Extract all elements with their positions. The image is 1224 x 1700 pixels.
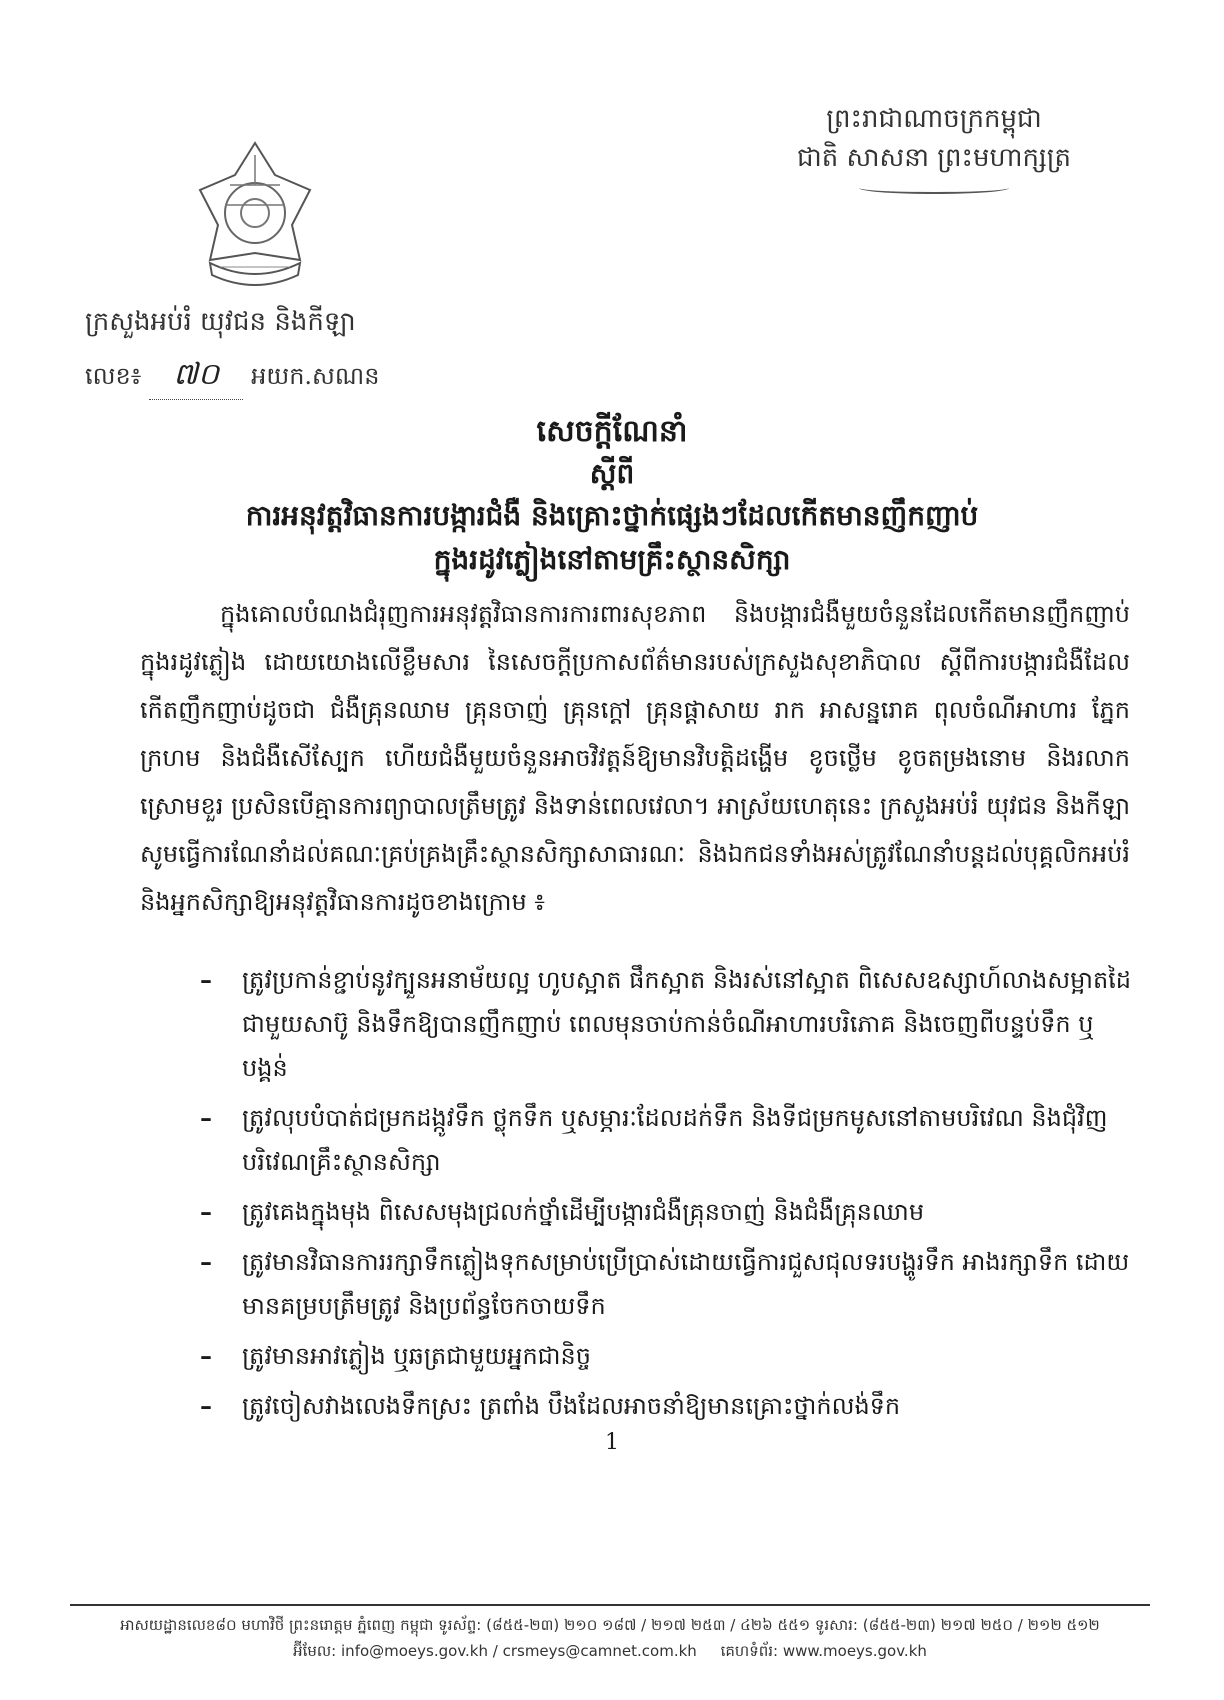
footer-divider [70, 1604, 1150, 1606]
list-item: – ត្រូវគេងក្នុងមុង ពិសេសមុងជ្រលក់ថ្នាំដើម្បីបង្ការជំងឺគ្រុនចាញ់ និងជំងឺគ្រុនឈាម [200, 1190, 1135, 1234]
title-line-2: ស្តីពី [589, 457, 635, 490]
instruction-list [200, 958, 1135, 1434]
ministry-emblem-icon [180, 135, 330, 295]
dash-icon: – [200, 1197, 212, 1226]
list-item: – ត្រូវមានវិធានការរក្សាទឹកភ្លៀងទុកសម្រាប់ប្រើប្រាស់ដោយធ្វើការជួសជុលទរបង្ហូរទឹក អាងរក្សាទឹក ដោយមានគម្របត្រឹមត្រូវ និងប្រព័ន្ធចែកចាយទឹក [200, 1240, 1135, 1328]
title-line-1: សេចក្តីណែនាំ [536, 414, 688, 449]
kingdom-line-2: ជាតិ សាសនា ព្រះមហាក្សត្រ [797, 143, 1071, 173]
number-value: ៧០ [149, 355, 243, 400]
dash-icon: – [200, 1341, 212, 1370]
dash-icon: – [200, 1247, 212, 1276]
web-label: គេហទំព័រ: [720, 1642, 779, 1660]
list-item: – ត្រូវមានអាវភ្លៀង ឬឆត្រជាមួយអ្នកជានិច្ច [200, 1334, 1135, 1378]
ministry-name: ក្រសួងអប់រំ យុវជន និងកីឡា [85, 307, 356, 337]
dash-icon: – [200, 1103, 212, 1132]
list-item: – ត្រូវប្រកាន់ខ្ជាប់នូវក្បួនអនាម័យល្អ ហូបស្អាត ផឹកស្អាត និងរស់នៅស្អាត ពិសេសឧស្សាហ៍លាងសម្អាតដៃជាមួយសាប៊ូ និងទឹកឱ្យបានញឹកញាប់ ពេលមុនចាប់កាន់ចំណីអាហារបរិភោគ និងចេញពីបន្ទប់ទឹក ឬបង្គន់ [200, 958, 1135, 1090]
document-title [80, 410, 1144, 582]
kingdom-motto [754, 100, 1114, 194]
reference-number [85, 355, 379, 400]
kingdom-line-1: ព្រះរាជាណាចក្រកម្ពុជា [826, 104, 1042, 134]
website-link[interactable]: www.moeys.gov.kh [782, 1642, 927, 1660]
number-suffix: អយក.សណន [251, 362, 380, 390]
email-link[interactable]: info@moeys.gov.kh / crsmeys@camnet.com.kh [341, 1642, 697, 1660]
list-item: – ត្រូវចៀសវាងលេងទឹកស្រះ ត្រពាំង បឹងដែលអាចនាំឱ្យមានគ្រោះថ្នាក់លង់ទឹក [200, 1384, 1135, 1428]
dash-icon: – [200, 965, 212, 994]
page-number: 1 [605, 1430, 619, 1455]
footer-address: អាសយដ្ឋានលេខ៨០ មហាវិថី ព្រះនរោត្តម ភ្នំពេញ កម្ពុជា ទូរស័ព្ទ: (៨៥៥-២៣) ២១០ ១៨៧ / ២១៧ ២៥៣ / ៤២៦ ៥៥១ ទូរសារ: (៨៥៥-២៣) ២១៧ ២៥០ / ២១២ ៥១២ [120, 1616, 1100, 1634]
list-item: – ត្រូវលុបបំបាត់ជម្រកដង្កូវទឹក ថ្លុកទឹក ឬសម្ភារៈដែលដក់ទឹក និងទីជម្រកមូសនៅតាមបរិវេណ និងជុំវិញបរិវេណគ្រឹះស្ថានសិក្សា [200, 1096, 1135, 1184]
dash-icon: – [200, 1391, 212, 1420]
title-line-3: ការអនុវត្តវិធានការបង្ការជំងឺ និងគ្រោះថ្នាក់ផ្សេងៗដែលកើតមានញឹកញាប់ [245, 499, 979, 532]
body-paragraph: ក្នុងគោលបំណងជំរុញការអនុវត្តវិធានការការពារសុខភាព និងបង្ការជំងឺមួយចំនួនដែលកើតមានញឹកញាប់ក្នុងរដូវភ្លៀង ដោយយោងលើខ្លឹមសារ នៃសេចក្តីប្រកាសព័ត៌មានរបស់ក្រសួងសុខាភិបាល ស្តីពីការបង្ការជំងឺដែលកើតញឹកញាប់ដូចជា ជំងឺគ្រុនឈាម គ្រុនចាញ់ គ្រុនក្តៅ គ្រុនផ្តាសាយ រាក អាសន្នរោគ ពុលចំណីអាហារ ភ្នែកក្រហម និងជំងឺសើស្បែក ហើយជំងឺមួយចំនួនអាចវិវត្តន៍ឱ្យមានវិបត្តិដង្ហើម ខូចថ្លើម ខូចតម្រងនោម និងរលាកស្រោមខួរ ប្រសិនបើគ្មានការព្យាបាលត្រឹមត្រូវ និងទាន់ពេលវេលា។ អាស្រ័យហេតុនេះ ក្រសួងអប់រំ យុវជន និងកីឡា សូមធ្វើការណែនាំដល់គណៈគ្រប់គ្រងគ្រឹះស្ថានសិក្សាសាធារណៈ និងឯកជនទាំងអស់ត្រូវណែនាំបន្តដល់បុគ្គលិកអប់រំ និងអ្នកសិក្សាឱ្យអនុវត្តវិធានការដូចខាងក្រោម ៖ [140, 600, 1130, 916]
email-label: អ៊ីមែល: [293, 1642, 337, 1660]
footer-contacts [70, 1638, 1150, 1664]
number-label: លេខ៖ [85, 362, 142, 390]
footer [70, 1612, 1150, 1664]
title-line-4: ក្នុងរដូវភ្លៀងនៅតាមគ្រឹះស្ថានសិក្សា [433, 543, 791, 576]
ornament-divider [859, 182, 1009, 194]
